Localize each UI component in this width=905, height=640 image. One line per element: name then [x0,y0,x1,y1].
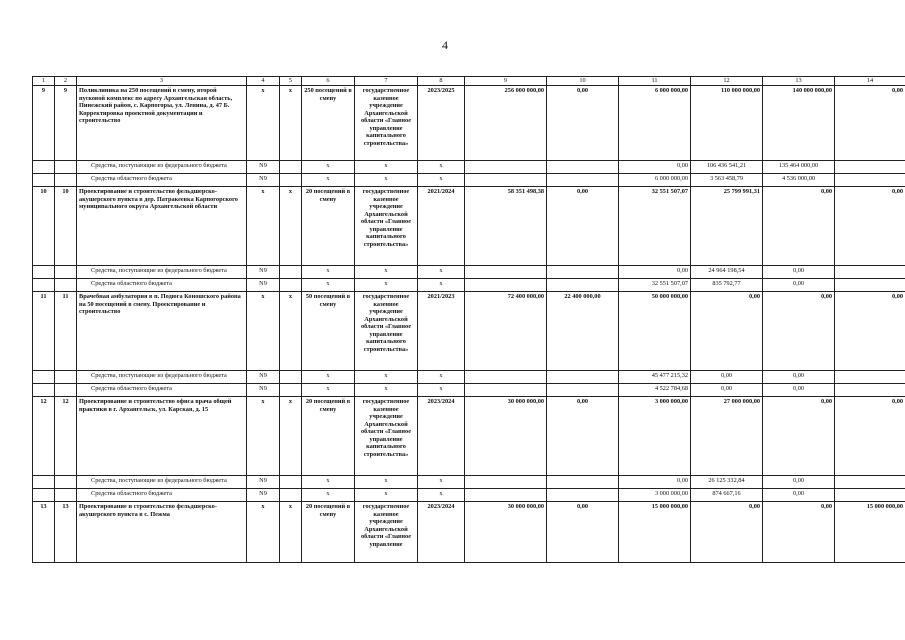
col-14-value: 15 000 000,00 [835,502,905,563]
customer: государственное казенное учреждение Архангельской области «Главное управление капитального строительства» [355,86,418,161]
column-number-cell: 14 [835,77,905,86]
cell-5: х [280,292,302,371]
funding-source-label: Средства, поступающие из федерального бюджета [77,371,247,384]
empty-cell [55,174,77,187]
funding-source-label: Средства областного бюджета [77,384,247,397]
page-number: 4 [442,38,448,52]
row-subnumber: 10 [55,187,77,266]
row-number: 12 [33,397,55,476]
col-11-value: 50 000 000,00 [619,292,691,371]
funding-source-row [33,266,905,279]
column-number-cell: 3 [77,77,247,86]
customer: государственное казенное учреждение Архангельской области «Главное управление [355,502,418,563]
capacity: х [302,279,355,292]
cell-4: N9 [247,371,280,384]
empty-cell [280,476,302,489]
col-12-value: 0,00 [691,371,763,384]
col-12-value: 0,00 [691,292,763,371]
empty-cell [33,279,55,292]
total-cost: 256 000 000,00 [465,86,547,161]
empty-cell [55,371,77,384]
object-row [33,502,905,563]
col-13-value: 0,00 [763,489,835,502]
col-10-value: 22 400 000,00 [547,292,619,371]
capacity: х [302,371,355,384]
col-14-value [835,174,905,187]
col-14-value [835,279,905,292]
row-number: 11 [33,292,55,371]
column-number-cell: 6 [302,77,355,86]
period: х [418,174,465,187]
col-14-value: 0,00 [835,86,905,161]
empty-cell [33,174,55,187]
col-10-value: 0,00 [547,397,619,476]
object-name: Поликлиника на 250 посещений в смену, второй пусковой комплекс по адресу Архангельская область, Пинежский район, с. Карпогоры, ул. Ленина, д. 47 Б. Корректировка проектной документации и строительство [77,86,247,161]
period: х [418,279,465,292]
period: х [418,476,465,489]
capacity: 20 посещений в смену [302,502,355,563]
col-13-value: 0,00 [763,279,835,292]
empty-cell [33,266,55,279]
capacity: х [302,161,355,174]
col-14-value: 0,00 [835,292,905,371]
customer: х [355,161,418,174]
total-cost: 58 351 498,38 [465,187,547,266]
row-number: 9 [33,86,55,161]
row-subnumber: 11 [55,292,77,371]
cell-5: х [280,86,302,161]
total-cost [465,476,547,489]
col-10-value: 0,00 [547,502,619,563]
funding-source-row [33,371,905,384]
col-13-value: 4 536 000,00 [763,174,835,187]
col-10-value: 0,00 [547,86,619,161]
col-14-value [835,266,905,279]
col-14-value [835,489,905,502]
funding-source-label: Средства областного бюджета [77,279,247,292]
col-14-value: 0,00 [835,187,905,266]
col-11-value: 0,00 [619,266,691,279]
object-row [33,187,905,266]
column-number-cell: 5 [280,77,302,86]
col-13-value: 0,00 [763,502,835,563]
object-row [33,397,905,476]
cell-5: х [280,502,302,563]
col-14-value [835,476,905,489]
col-14-value [835,384,905,397]
object-name: Проектирование и строительство фельдшерско-акушерского пункта в с. Пежма [77,502,247,563]
col-12-value: 24 964 198,54 [691,266,763,279]
col-13-value: 0,00 [763,384,835,397]
column-number-cell: 7 [355,77,418,86]
col-14-value [835,161,905,174]
cell-4: N9 [247,476,280,489]
col-11-value: 32 551 507,07 [619,279,691,292]
col-10-value [547,279,619,292]
cell-4: х [247,86,280,161]
cell-4: N9 [247,384,280,397]
total-cost [465,384,547,397]
col-12-value: 0,00 [691,384,763,397]
funding-source-row [33,161,905,174]
row-subnumber: 12 [55,397,77,476]
empty-cell [33,371,55,384]
period: х [418,489,465,502]
empty-cell [280,371,302,384]
empty-cell [55,266,77,279]
empty-cell [280,174,302,187]
column-number-cell: 4 [247,77,280,86]
period: 2023/2024 [418,397,465,476]
funding-source-label: Средства областного бюджета [77,489,247,502]
cell-4: N9 [247,174,280,187]
period: х [418,161,465,174]
cell-4: N9 [247,489,280,502]
capacity: 250 посещений в смену [302,86,355,161]
col-11-value: 4 522 784,68 [619,384,691,397]
empty-cell [33,384,55,397]
customer: х [355,371,418,384]
capacity: х [302,174,355,187]
col-13-value: 0,00 [763,371,835,384]
empty-cell [280,384,302,397]
period: 2023/2025 [418,86,465,161]
col-13-value: 0,00 [763,187,835,266]
column-number-cell: 1 [33,77,55,86]
col-10-value [547,371,619,384]
col-10-value [547,266,619,279]
funding-source-row [33,489,905,502]
col-12-value: 25 799 991,31 [691,187,763,266]
column-number-cell: 8 [418,77,465,86]
row-number: 10 [33,187,55,266]
capacity: х [302,489,355,502]
empty-cell [55,384,77,397]
customer: государственное казенное учреждение Архангельской области «Главное управление капитального строительства» [355,397,418,476]
column-number-cell: 2 [55,77,77,86]
col-14-value [835,371,905,384]
cell-4: х [247,397,280,476]
object-row [33,86,905,161]
period: х [418,384,465,397]
customer: х [355,384,418,397]
total-cost [465,279,547,292]
funding-source-row [33,476,905,489]
capacity: х [302,476,355,489]
empty-cell [55,161,77,174]
total-cost [465,489,547,502]
col-13-value: 0,00 [763,397,835,476]
col-10-value [547,489,619,502]
capacity: 50 посещений в смену [302,292,355,371]
col-13-value: 0,00 [763,266,835,279]
period: 2021/2024 [418,187,465,266]
col-11-value: 3 000 000,00 [619,489,691,502]
col-12-value: 26 125 332,84 [691,476,763,489]
column-number-cell: 10 [547,77,619,86]
col-11-value: 3 000 000,00 [619,397,691,476]
col-11-value: 45 477 215,32 [619,371,691,384]
total-cost [465,161,547,174]
row-subnumber: 9 [55,86,77,161]
customer: х [355,174,418,187]
column-number-cell: 12 [691,77,763,86]
col-10-value [547,174,619,187]
col-13-value: 0,00 [763,476,835,489]
row-number: 13 [33,502,55,563]
column-number-row [33,77,905,86]
col-12-value: 27 000 000,00 [691,397,763,476]
empty-cell [280,279,302,292]
period: х [418,371,465,384]
col-11-value: 15 000 000,00 [619,502,691,563]
cell-4: N9 [247,161,280,174]
funding-source-row [33,384,905,397]
empty-cell [280,266,302,279]
column-number-cell: 9 [465,77,547,86]
col-13-value: 135 464 000,00 [763,161,835,174]
funding-source-row [33,174,905,187]
cell-4: N9 [247,266,280,279]
cell-4: х [247,292,280,371]
total-cost: 72 400 000,00 [465,292,547,371]
empty-cell [55,279,77,292]
column-number-cell: 11 [619,77,691,86]
total-cost: 30 000 000,00 [465,502,547,563]
col-11-value: 0,00 [619,476,691,489]
cell-4: х [247,187,280,266]
investment-objects-table [32,76,905,563]
col-14-value: 0,00 [835,397,905,476]
col-11-value: 6 000 000,00 [619,86,691,161]
total-cost: 30 000 000,00 [465,397,547,476]
col-12-value: 0,00 [691,502,763,563]
period: 2021/2023 [418,292,465,371]
col-10-value [547,476,619,489]
funding-source-label: Средства областного бюджета [77,174,247,187]
total-cost [465,371,547,384]
total-cost [465,266,547,279]
empty-cell [33,476,55,489]
customer: х [355,279,418,292]
capacity: 20 посещений в смену [302,397,355,476]
empty-cell [55,476,77,489]
col-12-value: 874 667,16 [691,489,763,502]
funding-source-row [33,279,905,292]
period: х [418,266,465,279]
col-12-value: 110 000 000,00 [691,86,763,161]
empty-cell [33,161,55,174]
cell-4: N9 [247,279,280,292]
capacity: 20 посещений в смену [302,187,355,266]
row-subnumber: 13 [55,502,77,563]
customer: х [355,476,418,489]
customer: х [355,489,418,502]
period: 2023/2024 [418,502,465,563]
col-10-value: 0,00 [547,187,619,266]
customer: х [355,266,418,279]
capacity: х [302,384,355,397]
total-cost [465,174,547,187]
customer: государственное казенное учреждение Архангельской области «Главное управление капитального строительства» [355,187,418,266]
object-row [33,292,905,371]
col-10-value [547,161,619,174]
capacity: х [302,266,355,279]
customer: государственное казенное учреждение Архангельской области «Главное управление капитального строительства» [355,292,418,371]
object-name: Врачебная амбулатория в п. Подюга Коношского района на 50 посещений в смену. Проектирование и строительство [77,292,247,371]
col-12-value: 835 792,77 [691,279,763,292]
col-12-value: 3 563 458,79 [691,174,763,187]
empty-cell [280,489,302,502]
cell-4: х [247,502,280,563]
col-13-value: 140 000 000,00 [763,86,835,161]
object-name: Проектирование и строительство фельдшерско-акушерского пункта в дер. Патракеевка Карпогорского муниципального округа Архангельской области [77,187,247,266]
cell-5: х [280,397,302,476]
cell-5: х [280,187,302,266]
col-12-value: 106 436 541,21 [691,161,763,174]
column-number-cell: 13 [763,77,835,86]
object-name: Проектирование и строительство офиса врача общей практики в г. Архангельск, ул. Карская, д. 15 [77,397,247,476]
empty-cell [280,161,302,174]
col-11-value: 0,00 [619,161,691,174]
col-11-value: 32 551 507,07 [619,187,691,266]
empty-cell [55,489,77,502]
col-10-value [547,384,619,397]
funding-source-label: Средства, поступающие из федерального бюджета [77,266,247,279]
col-11-value: 6 000 000,00 [619,174,691,187]
col-13-value: 0,00 [763,292,835,371]
empty-cell [33,489,55,502]
funding-source-label: Средства, поступающие из федерального бюджета [77,476,247,489]
funding-source-label: Средства, поступающие из федерального бюджета [77,161,247,174]
